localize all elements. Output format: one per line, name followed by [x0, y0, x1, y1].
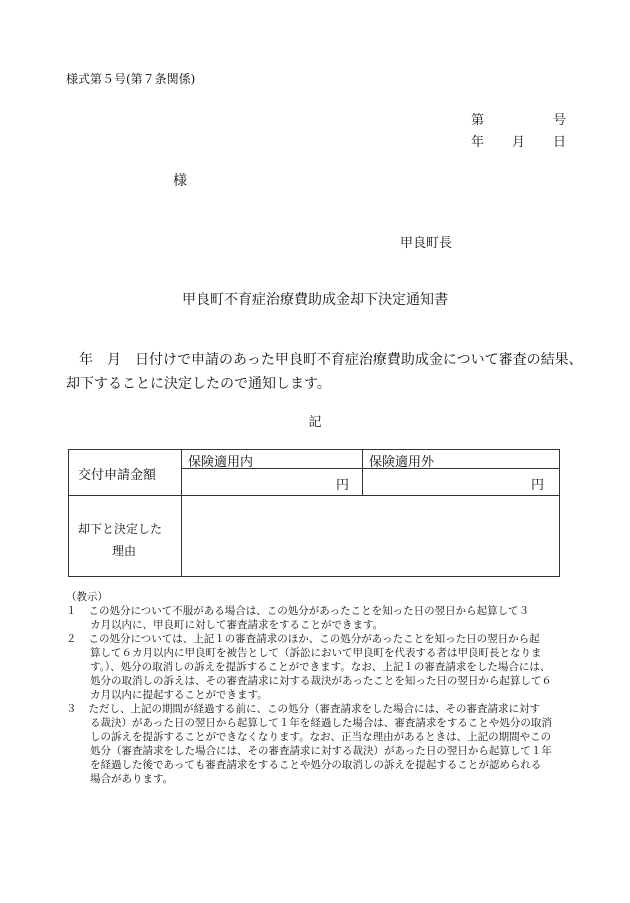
notice-item-3 — [66, 702, 576, 786]
notice-item-2 — [66, 632, 576, 702]
table-border-left — [68, 449, 69, 577]
notice-line: この処分について不服がある場合は、この処分があったことを知った日の翌日から起算して３ — [78, 605, 530, 617]
notice-line: 処分の取消しの訴えは、その審査請求に対する裁決があったことを知った日の翌日から起算して６ — [90, 675, 552, 687]
ki-heading: 記 — [308, 415, 322, 430]
application-table — [68, 449, 560, 577]
notice-line: 処分（審査請求をした場合には、その審査請求に対する裁決）があった日の翌日から起算して１年 — [90, 745, 552, 757]
row-label-application-amount: 交付申請金額 — [78, 468, 157, 483]
doc-number-prefix: 第 — [471, 113, 485, 128]
sender-name: 甲良町長 — [400, 236, 453, 251]
document-title: 甲良町不育症治療費助成金却下決定通知書 — [182, 292, 448, 308]
notice-line: 場合があります。 — [90, 773, 174, 785]
body-line-2: 却下することに決定したので通知します。 — [66, 376, 331, 392]
header-insurance-not-covered: 保険適用外 — [369, 455, 435, 470]
notice-line: 算して６カ月以内に甲良町を被告として（訴訟において甲良町を代表する者は甲良町長となりま — [90, 647, 542, 659]
notice-line: を経過した後であっても審査請求をすることや処分の取消しの訴えを提起することが認められる — [90, 759, 542, 771]
row-label-reason-line-2: 理由 — [112, 544, 137, 558]
notice-section — [66, 590, 576, 786]
yen-unit-not-covered: 円 — [531, 478, 545, 493]
notice-line: す。）、処分の取消しの訴えを提訴することができます。なお、上記１の審査請求をした場合には、 — [90, 661, 551, 673]
notice-line: る裁決）があった日の翌日から起算して１年を経過した場合は、審査請求をすることや処分の取消 — [90, 717, 552, 729]
table-insurance-divider — [362, 449, 363, 496]
notice-item-number: １ — [66, 605, 77, 617]
date-year: 年 — [471, 135, 485, 150]
notice-item-1 — [66, 604, 576, 632]
form-number: 様式第５号(第７条関係) — [66, 72, 196, 86]
date-day: 日 — [553, 135, 567, 150]
addressee-suffix: 様 — [173, 173, 187, 189]
notice-item-number: ３ — [66, 703, 77, 715]
notice-line: ただし、上記の期間が経過する前に、この処分（審査請求をした場合には、その審査請求に対す — [78, 703, 540, 715]
notice-heading: （教示） — [66, 591, 108, 603]
notice-line: この処分については、上記１の審査請求のほか、この処分があったことを知った日の翌日から起 — [78, 633, 540, 645]
table-row-divider — [68, 495, 560, 496]
notice-line: カ月以内に、甲良町に対して審査請求をすることができます。 — [90, 619, 384, 631]
date-month: 月 — [512, 135, 526, 150]
notice-line: カ月以内に提起することができます。 — [90, 689, 268, 701]
row-label-reason-line-1: 却下と決定した — [78, 522, 163, 536]
body-line-1: 年 月 日付けで申請のあった甲良町不育症治療費助成金について審査の結果、 — [79, 352, 583, 368]
yen-unit-covered: 円 — [336, 478, 350, 493]
doc-number-suffix: 号 — [553, 113, 567, 128]
table-border-bottom — [68, 576, 560, 577]
table-border-top — [68, 449, 560, 450]
header-insurance-covered: 保険適用内 — [188, 455, 254, 470]
notice-item-number: ２ — [66, 633, 77, 645]
notice-line: しの訴えを提訴することができなくなります。なお、正当な理由があるときは、上記の期間やこの — [90, 731, 552, 743]
